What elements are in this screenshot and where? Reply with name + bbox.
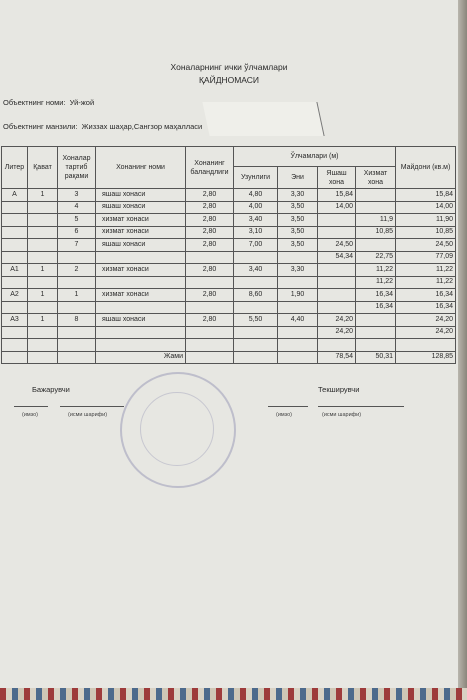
cell-liter [2, 251, 28, 264]
cell-room-name: хизмат хонаси [96, 289, 186, 302]
stamp-mark [120, 372, 236, 488]
object-address-field [3, 122, 202, 131]
cell-living [318, 226, 356, 239]
document-subtitle: ҚАЙДНОМАСИ [198, 75, 260, 85]
header-area: Майдони (кв.м) [396, 147, 456, 189]
cell-floor [28, 276, 58, 289]
cell-service: 11,22 [356, 276, 396, 289]
cell-width: 3,50 [278, 201, 318, 214]
cell-length: 3,40 [234, 264, 278, 277]
redaction-box [202, 102, 324, 136]
subtotal-row [2, 251, 456, 264]
cell-living [318, 301, 356, 314]
cell-height: 2,80 [186, 214, 234, 227]
executor-name-hint: (исми шарифи) [68, 412, 108, 418]
cell-floor [28, 239, 58, 252]
cell-room-name: хизмат хонаси [96, 226, 186, 239]
cell-height: 2,80 [186, 239, 234, 252]
table-row [2, 226, 456, 239]
subtotal-row [2, 326, 456, 339]
cell-living: 24,20 [318, 314, 356, 327]
cell-area: 24,50 [396, 239, 456, 252]
object-name-label: Объектнинг номи: [3, 98, 66, 107]
cell-height: 2,80 [186, 189, 234, 202]
cell-height: 2,80 [186, 314, 234, 327]
room-dimensions-table [1, 146, 456, 364]
cell-service [356, 326, 396, 339]
cell-floor [28, 201, 58, 214]
cell-width [278, 326, 318, 339]
cell-liter [2, 214, 28, 227]
cell-room-name: яшаш хонаси [96, 239, 186, 252]
cell-area: 24,20 [396, 314, 456, 327]
checker-name-hint: (исми шарифи) [322, 412, 362, 418]
header-width: Эни [278, 167, 318, 189]
object-address-label: Объектнинг манзили: [3, 122, 78, 131]
cell-height: 2,80 [186, 264, 234, 277]
cell-liter [2, 201, 28, 214]
cell-floor: 1 [28, 189, 58, 202]
cell-living [318, 214, 356, 227]
header-room-name: Хонанинг номи [96, 147, 186, 189]
checker-sign-line [268, 406, 308, 407]
cell-liter: А2 [2, 289, 28, 302]
cell-service: 11,22 [356, 264, 396, 277]
cell-room-name [96, 326, 186, 339]
executor-name-line [60, 406, 124, 407]
cell-liter [2, 326, 28, 339]
cell-living: 54,34 [318, 251, 356, 264]
executor-sign-line [14, 406, 48, 407]
table-row [2, 289, 456, 302]
cell-service [356, 239, 396, 252]
cell-floor [28, 339, 58, 352]
table-row [2, 314, 456, 327]
cell-area: 24,20 [396, 326, 456, 339]
cell-height: 2,80 [186, 201, 234, 214]
cell-length: 8,60 [234, 289, 278, 302]
cell-length: 4,00 [234, 201, 278, 214]
cell-length: 3,10 [234, 226, 278, 239]
page-edge [458, 0, 467, 700]
cell-height: 2,80 [186, 289, 234, 302]
cell-room-no [58, 251, 96, 264]
cell-area: 11,22 [396, 264, 456, 277]
cell-room-name: яшаш хонаси [96, 314, 186, 327]
cell-liter: А3 [2, 314, 28, 327]
cell-room-no [58, 301, 96, 314]
cell-floor: 1 [28, 314, 58, 327]
cell-liter: А1 [2, 264, 28, 277]
cell-room-name: хизмат хонаси [96, 264, 186, 277]
cell-height [186, 326, 234, 339]
cell-room-no: 4 [58, 201, 96, 214]
checker-label: Текширувчи [318, 385, 360, 394]
cell-service: 22,75 [356, 251, 396, 264]
cell-floor [28, 226, 58, 239]
tablecloth-strip [0, 688, 467, 700]
cell-length: 5,50 [234, 314, 278, 327]
checker-name-line [318, 406, 404, 407]
table-row [2, 339, 456, 352]
cell-liter: А [2, 189, 28, 202]
cell-living [318, 289, 356, 302]
total-living: 78,54 [318, 351, 356, 364]
cell-area: 77,09 [396, 251, 456, 264]
cell-service: 16,34 [356, 289, 396, 302]
header-dimensions: Ўлчамлари (м) [234, 147, 396, 167]
cell-service: 11,9 [356, 214, 396, 227]
subtotal-row [2, 276, 456, 289]
cell-room-no [58, 326, 96, 339]
cell-room-name: яшаш хонаси [96, 201, 186, 214]
header-room-no: Хоналар тартиб рақами [58, 147, 96, 189]
table-total-row [2, 351, 456, 364]
total-label: Жами [96, 351, 186, 364]
header-length: Узунлиги [234, 167, 278, 189]
cell-living: 14,00 [318, 201, 356, 214]
cell-length [234, 301, 278, 314]
table-row [2, 239, 456, 252]
cell-width [278, 276, 318, 289]
cell-room-no: 2 [58, 264, 96, 277]
cell-width: 3,50 [278, 239, 318, 252]
checker-sign-hint: (имзо) [276, 412, 292, 418]
cell-height: 2,80 [186, 226, 234, 239]
cell-height [186, 301, 234, 314]
cell-room-no [58, 339, 96, 352]
cell-living [318, 339, 356, 352]
table-row [2, 201, 456, 214]
cell-room-no: 6 [58, 226, 96, 239]
table-body [2, 189, 456, 352]
cell-height [186, 276, 234, 289]
cell-liter [2, 301, 28, 314]
cell-height [186, 339, 234, 352]
cell-area: 16,34 [396, 289, 456, 302]
document-title: Хоналарнинг ички ўлчамлари [170, 62, 288, 72]
cell-area: 15,84 [396, 189, 456, 202]
cell-width: 1,90 [278, 289, 318, 302]
cell-room-no: 3 [58, 189, 96, 202]
cell-service [356, 201, 396, 214]
cell-liter [2, 339, 28, 352]
cell-room-no: 7 [58, 239, 96, 252]
cell-room-no: 8 [58, 314, 96, 327]
total-service: 50,31 [356, 351, 396, 364]
cell-area: 11,90 [396, 214, 456, 227]
cell-floor: 1 [28, 264, 58, 277]
cell-room-no: 1 [58, 289, 96, 302]
cell-service [356, 189, 396, 202]
table-row [2, 214, 456, 227]
header-liter: Литер [2, 147, 28, 189]
cell-area: 16,34 [396, 301, 456, 314]
cell-liter [2, 239, 28, 252]
cell-service [356, 339, 396, 352]
cell-living: 24,50 [318, 239, 356, 252]
object-name-value: Уй-жой [69, 98, 95, 107]
cell-area [396, 339, 456, 352]
cell-service: 10,85 [356, 226, 396, 239]
executor-label: Бажарувчи [32, 385, 70, 394]
cell-width [278, 301, 318, 314]
cell-service [356, 314, 396, 327]
header-service: Хизмат хона [356, 167, 396, 189]
cell-liter [2, 276, 28, 289]
cell-length [234, 276, 278, 289]
cell-area: 11,22 [396, 276, 456, 289]
cell-width: 3,50 [278, 214, 318, 227]
cell-height [186, 251, 234, 264]
cell-floor [28, 251, 58, 264]
executor-sign-hint: (имзо) [22, 412, 38, 418]
cell-width [278, 339, 318, 352]
cell-length: 3,40 [234, 214, 278, 227]
cell-area: 14,00 [396, 201, 456, 214]
cell-width: 3,30 [278, 264, 318, 277]
cell-room-name: хизмат хонаси [96, 214, 186, 227]
cell-length: 4,80 [234, 189, 278, 202]
cell-floor: 1 [28, 289, 58, 302]
header-living: Яшаш хона [318, 167, 356, 189]
subtotal-row [2, 301, 456, 314]
cell-room-name: яшаш хонаси [96, 189, 186, 202]
cell-floor [28, 326, 58, 339]
cell-floor [28, 301, 58, 314]
cell-living: 15,84 [318, 189, 356, 202]
cell-room-name [96, 251, 186, 264]
header-height: Хонанинг баландлиги [186, 147, 234, 189]
cell-floor [28, 214, 58, 227]
header-floor: Қават [28, 147, 58, 189]
object-address-value: Жиззах шаҳар,Сангзор маҳалласи [81, 122, 203, 131]
table-row [2, 264, 456, 277]
cell-service: 16,34 [356, 301, 396, 314]
cell-length [234, 251, 278, 264]
cell-room-name [96, 301, 186, 314]
cell-width: 4,40 [278, 314, 318, 327]
cell-living [318, 264, 356, 277]
cell-width: 3,30 [278, 189, 318, 202]
cell-area: 10,85 [396, 226, 456, 239]
cell-liter [2, 226, 28, 239]
cell-living: 24,20 [318, 326, 356, 339]
cell-living [318, 276, 356, 289]
object-name-field [3, 98, 94, 107]
table-row [2, 189, 456, 202]
cell-length: 7,00 [234, 239, 278, 252]
cell-room-no [58, 276, 96, 289]
cell-room-no: 5 [58, 214, 96, 227]
cell-room-name [96, 276, 186, 289]
cell-length [234, 339, 278, 352]
cell-width [278, 251, 318, 264]
cell-room-name [96, 339, 186, 352]
cell-width: 3,50 [278, 226, 318, 239]
total-area: 128,85 [396, 351, 456, 364]
cell-length [234, 326, 278, 339]
